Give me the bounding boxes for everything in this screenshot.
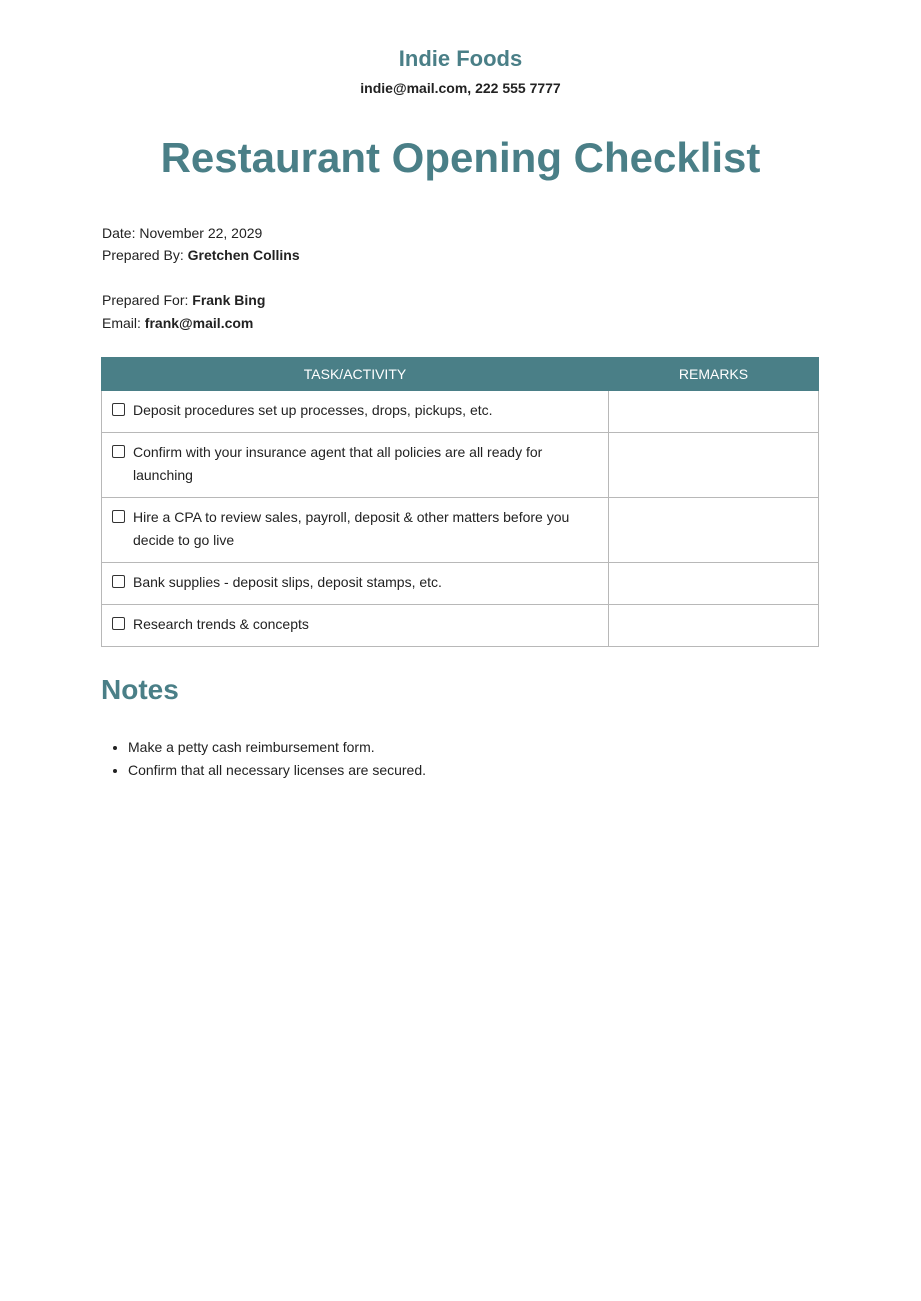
remarks-cell[interactable]	[609, 498, 819, 563]
list-item: • Make a petty cash reimbursement form.	[128, 736, 426, 759]
table-row	[102, 391, 819, 433]
meta-email-value: frank@mail.com	[144, 315, 254, 331]
task-text: Research trends & concepts	[133, 616, 309, 632]
meta-prepared-by-value: Gretchen Collins	[187, 247, 300, 263]
meta-email-label: Email:	[102, 315, 141, 331]
task-cell	[102, 433, 609, 498]
meta-prepared-for-value: Frank Bing	[192, 292, 266, 308]
remarks-cell[interactable]	[609, 433, 819, 498]
notes-list	[102, 736, 426, 782]
table-row	[102, 433, 819, 498]
column-header-remarks: REMARKS	[609, 358, 819, 391]
task-text: Bank supplies - deposit slips, deposit stamps, etc.	[133, 574, 442, 590]
task-text: Hire a CPA to review sales, payroll, deposit & other matters before you decide to go live	[133, 509, 570, 548]
company-name: Indie Foods	[398, 46, 523, 71]
table-header-row	[102, 358, 819, 391]
task-cell	[102, 391, 609, 433]
table-row	[102, 498, 819, 563]
meta-prepared-for-label: Prepared For:	[102, 292, 189, 308]
remarks-cell[interactable]	[609, 563, 819, 605]
remarks-cell[interactable]	[609, 605, 819, 647]
task-text: Deposit procedures set up processes, drops, pickups, etc.	[133, 402, 493, 418]
page-title: Restaurant Opening Checklist	[160, 134, 761, 181]
meta-prepared-by-label: Prepared By:	[102, 247, 184, 263]
task-checkbox[interactable]	[112, 510, 125, 523]
table-row	[102, 563, 819, 605]
meta-prepared-for	[102, 292, 265, 308]
meta-date-value: November 22, 2029	[139, 225, 263, 241]
table-row	[102, 605, 819, 647]
task-cell	[102, 605, 609, 647]
meta-prepared-by	[102, 247, 300, 263]
meta-email	[102, 315, 253, 331]
task-checkbox[interactable]	[112, 403, 125, 416]
task-cell	[102, 498, 609, 563]
checklist-table	[101, 357, 819, 647]
list-item: • Confirm that all necessary licenses are secured.	[128, 759, 426, 782]
task-text: Confirm with your insurance agent that all policies are all ready for launching	[133, 444, 543, 483]
meta-date	[102, 225, 262, 241]
task-checkbox[interactable]	[112, 575, 125, 588]
column-header-task: TASK/ACTIVITY	[102, 358, 609, 391]
task-checkbox[interactable]	[112, 617, 125, 630]
meta-date-label: Date:	[102, 225, 136, 241]
notes-heading: Notes	[101, 674, 179, 705]
task-cell	[102, 563, 609, 605]
remarks-cell[interactable]	[609, 391, 819, 433]
company-contact: indie@mail.com, 222 555 7777	[360, 80, 561, 96]
task-checkbox[interactable]	[112, 445, 125, 458]
